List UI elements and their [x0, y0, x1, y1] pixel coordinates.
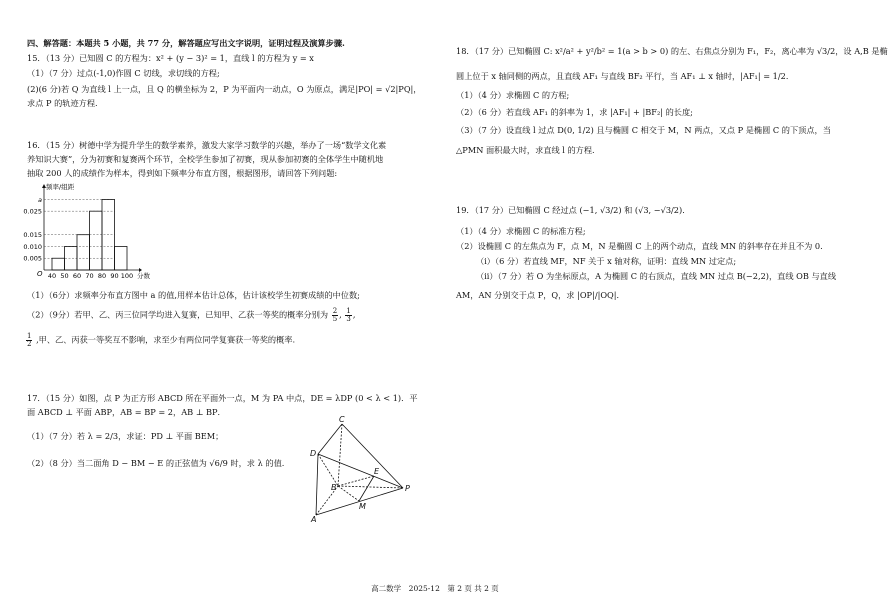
histogram-bar: [77, 235, 90, 270]
q16-part2-text: （2）（9分）若甲、乙、丙三位同学均进入复赛，已知甲、乙获一等奖的概率分别为: [27, 309, 329, 320]
fraction-denominator: 3: [346, 315, 351, 323]
page-footer: 高二数学 2025-12 第 2 页 共 2 页: [371, 584, 499, 593]
y-tick-label: 0.005: [23, 254, 42, 263]
x-axis-label: 分数: [137, 272, 150, 280]
q19-part2-ii: （ii）（7 分）若 O 为坐标原点，A 为椭圆 C 的右顶点，直线 MN 过点 B(−2,2)，直线 OB 与直线: [476, 271, 837, 281]
q17-stem-1: 17．（15 分）如图，点 P 为正方形 ABCD 所在平面外一点，M 为 PA 中点，DE = λDP (0 < λ < 1)．平: [27, 393, 418, 403]
q18-part2: （2）（6 分）若直线 AF₁ 的斜率为 1，求 |AF₁| + |BF₂| 的长度;: [456, 107, 693, 117]
q16-part2: （2）（9分）若甲、乙、丙三位同学均进入复赛，已知甲、乙获一等奖的概率分别为 $\frac{2}{5}$ , $\frac{1}{3}$ ,: [27, 307, 356, 323]
vertex-label-p: P: [405, 484, 410, 493]
pyramid-figure: [308, 414, 418, 524]
vertex-label-e: E: [374, 467, 380, 476]
q18-part3: （3）（7 分）设直线 l 过点 D(0, 1/2) 且与椭圆 C 相交于 M，N 两点，又点 P 是椭圆 C 的下顶点，当: [456, 125, 831, 135]
vertex-label-c: C: [339, 415, 345, 424]
q17-part2: （2）（8 分）当二面角 D − BM − E 的正弦值为 √6/9 时，求 λ 的值.: [27, 458, 285, 468]
section-header: 四、解答题：本题共 5 小题，共 77 分，解答题应写出文字说明，证明过程及演算步骤.: [27, 38, 345, 48]
y-tick-label: 0.015: [23, 231, 42, 240]
q16-stem-1: 16．（15 分）树德中学为提升学生的数学素养，激发大家学习数学的兴趣，举办了一场“数学文化素: [27, 140, 387, 150]
q16-part2-cont-text: ,甲、乙、丙获一等奖互不影响，求至少有两位同学复赛获一等奖的概率.: [36, 334, 296, 345]
q19-part2-ii-cont: AM，AN 分别交于点 P，Q，求 |OP|/|OQ|．: [456, 290, 625, 300]
vertex-label-d: D: [310, 449, 317, 458]
edge-cd: [318, 424, 342, 454]
q19-stem: 19．（17 分）已知椭圆 C 经过点 (−1, √3/2) 和 (√3, −√3/2)．: [456, 205, 691, 215]
x-tick-label: 100: [120, 272, 134, 280]
y-axis-label: 频率/组距: [46, 183, 75, 191]
fraction-denominator: 2: [27, 340, 32, 348]
edge-bp: [338, 486, 403, 488]
histogram-bar: [52, 258, 65, 270]
q15-part2-cont: 求点 P 的轨迹方程.: [27, 98, 98, 108]
q19-part2: （2）设椭圆 C 的左焦点为 F，点 M，N 是椭圆 C 上的两个动点，直线 MN 的斜率存在并且不为 0.: [456, 241, 823, 251]
y-tick-label: 0.025: [23, 207, 42, 216]
x-tick-label: 50: [60, 272, 69, 280]
q16-part2-cont: [25, 333, 295, 348]
fraction-numerator: 2: [332, 307, 338, 315]
x-tick-label: 70: [85, 272, 94, 280]
histogram-bar: [90, 211, 103, 270]
fraction-numerator: 1: [346, 307, 351, 315]
x-tick-label: 60: [72, 272, 82, 280]
q18-stem-1: 18．（17 分）已知椭圆 C: x²/a² + y²/b² = 1(a > b > 0) 的左、右焦点分别为 F₁，F₂，离心率为 √3/2，设 A,B 是椭: [456, 46, 888, 56]
q19-part1: （1）（4 分）求椭圆 C 的标准方程;: [456, 226, 586, 236]
edge-db: [318, 454, 338, 486]
q18-part3-cont: △PMN 面积最大时，求直线 l 的方程.: [456, 145, 595, 155]
q18-part1: （1）（4 分）求椭圆 C 的方程;: [456, 90, 570, 100]
edge-da: [316, 454, 318, 515]
q16-stem-2: 养知识大赛”，分为初赛和复赛两个环节，全校学生参加了初赛，现从参加初赛的全体学生中随机地: [27, 154, 384, 164]
fraction-1-2: [26, 333, 32, 348]
origin-label: O: [37, 270, 43, 278]
frequency-histogram: [23, 182, 178, 282]
vertex-label-m: M: [359, 502, 366, 511]
q17-part1: （1）（7 分）若 λ = 2/3，求证：PD ⊥ 平面 BEM；: [27, 431, 224, 441]
fraction-denominator: 5: [332, 315, 338, 323]
q16-part1: （1）（6分）求频率分布直方图中 a 的值,用样本估计总体，估计该校学生初赛成绩的中位数;: [27, 290, 360, 300]
edge-cb: [338, 424, 342, 486]
edge-em: [359, 476, 374, 501]
q15-stem: 15．（13 分）已知圆 C 的方程为：x² + (y − 3)² = 1，直线 l 的方程为 y = x: [27, 53, 314, 63]
x-tick-label: 90: [110, 272, 119, 280]
q19-part2-i: （i）（6 分）若直线 MF，NF 关于 x 轴对称，证明：直线 MN 过定点;: [476, 256, 737, 266]
edge-bm: [338, 486, 359, 501]
y-tick-label: 0.010: [23, 242, 42, 251]
q15-part2: (2)(6 分)若 Q 为直线 l 上一点，且 Q 的横坐标为 2，P 为平面内一动点，O 为原点，满足|PO| = √2|PQ|，: [27, 84, 422, 94]
x-tick-label: 80: [97, 272, 107, 280]
x-tick-label: 40: [47, 272, 57, 280]
q18-stem-2: 圆上位于 x 轴同侧的两点，且直线 AF₁ 与直线 BF₂ 平行，当 AF₁ ⊥ x 轴时，|AF₁| = 1/2．: [456, 71, 795, 81]
fraction-1-3: [345, 308, 351, 323]
q17-stem-2: 面 ABCD ⊥ 平面 ABP，AB = BP = 2，AB ⊥ BP．: [27, 407, 226, 417]
q16-stem-3: 抽取 200 人的成绩作为样本，得到如下频率分布直方图，根据图形，请回答下列问题:: [27, 168, 338, 178]
fraction-numerator: 1: [27, 332, 32, 340]
vertex-label-a: A: [311, 515, 317, 524]
fraction-2-5: [332, 308, 338, 323]
q15-part1: （1）（7 分）过点(-1,0)作圆 C 切线，求切线的方程;: [27, 68, 220, 78]
vertex-label-b: B: [331, 483, 337, 492]
histogram-bar: [115, 246, 128, 270]
y-tick-label: a: [38, 195, 42, 204]
